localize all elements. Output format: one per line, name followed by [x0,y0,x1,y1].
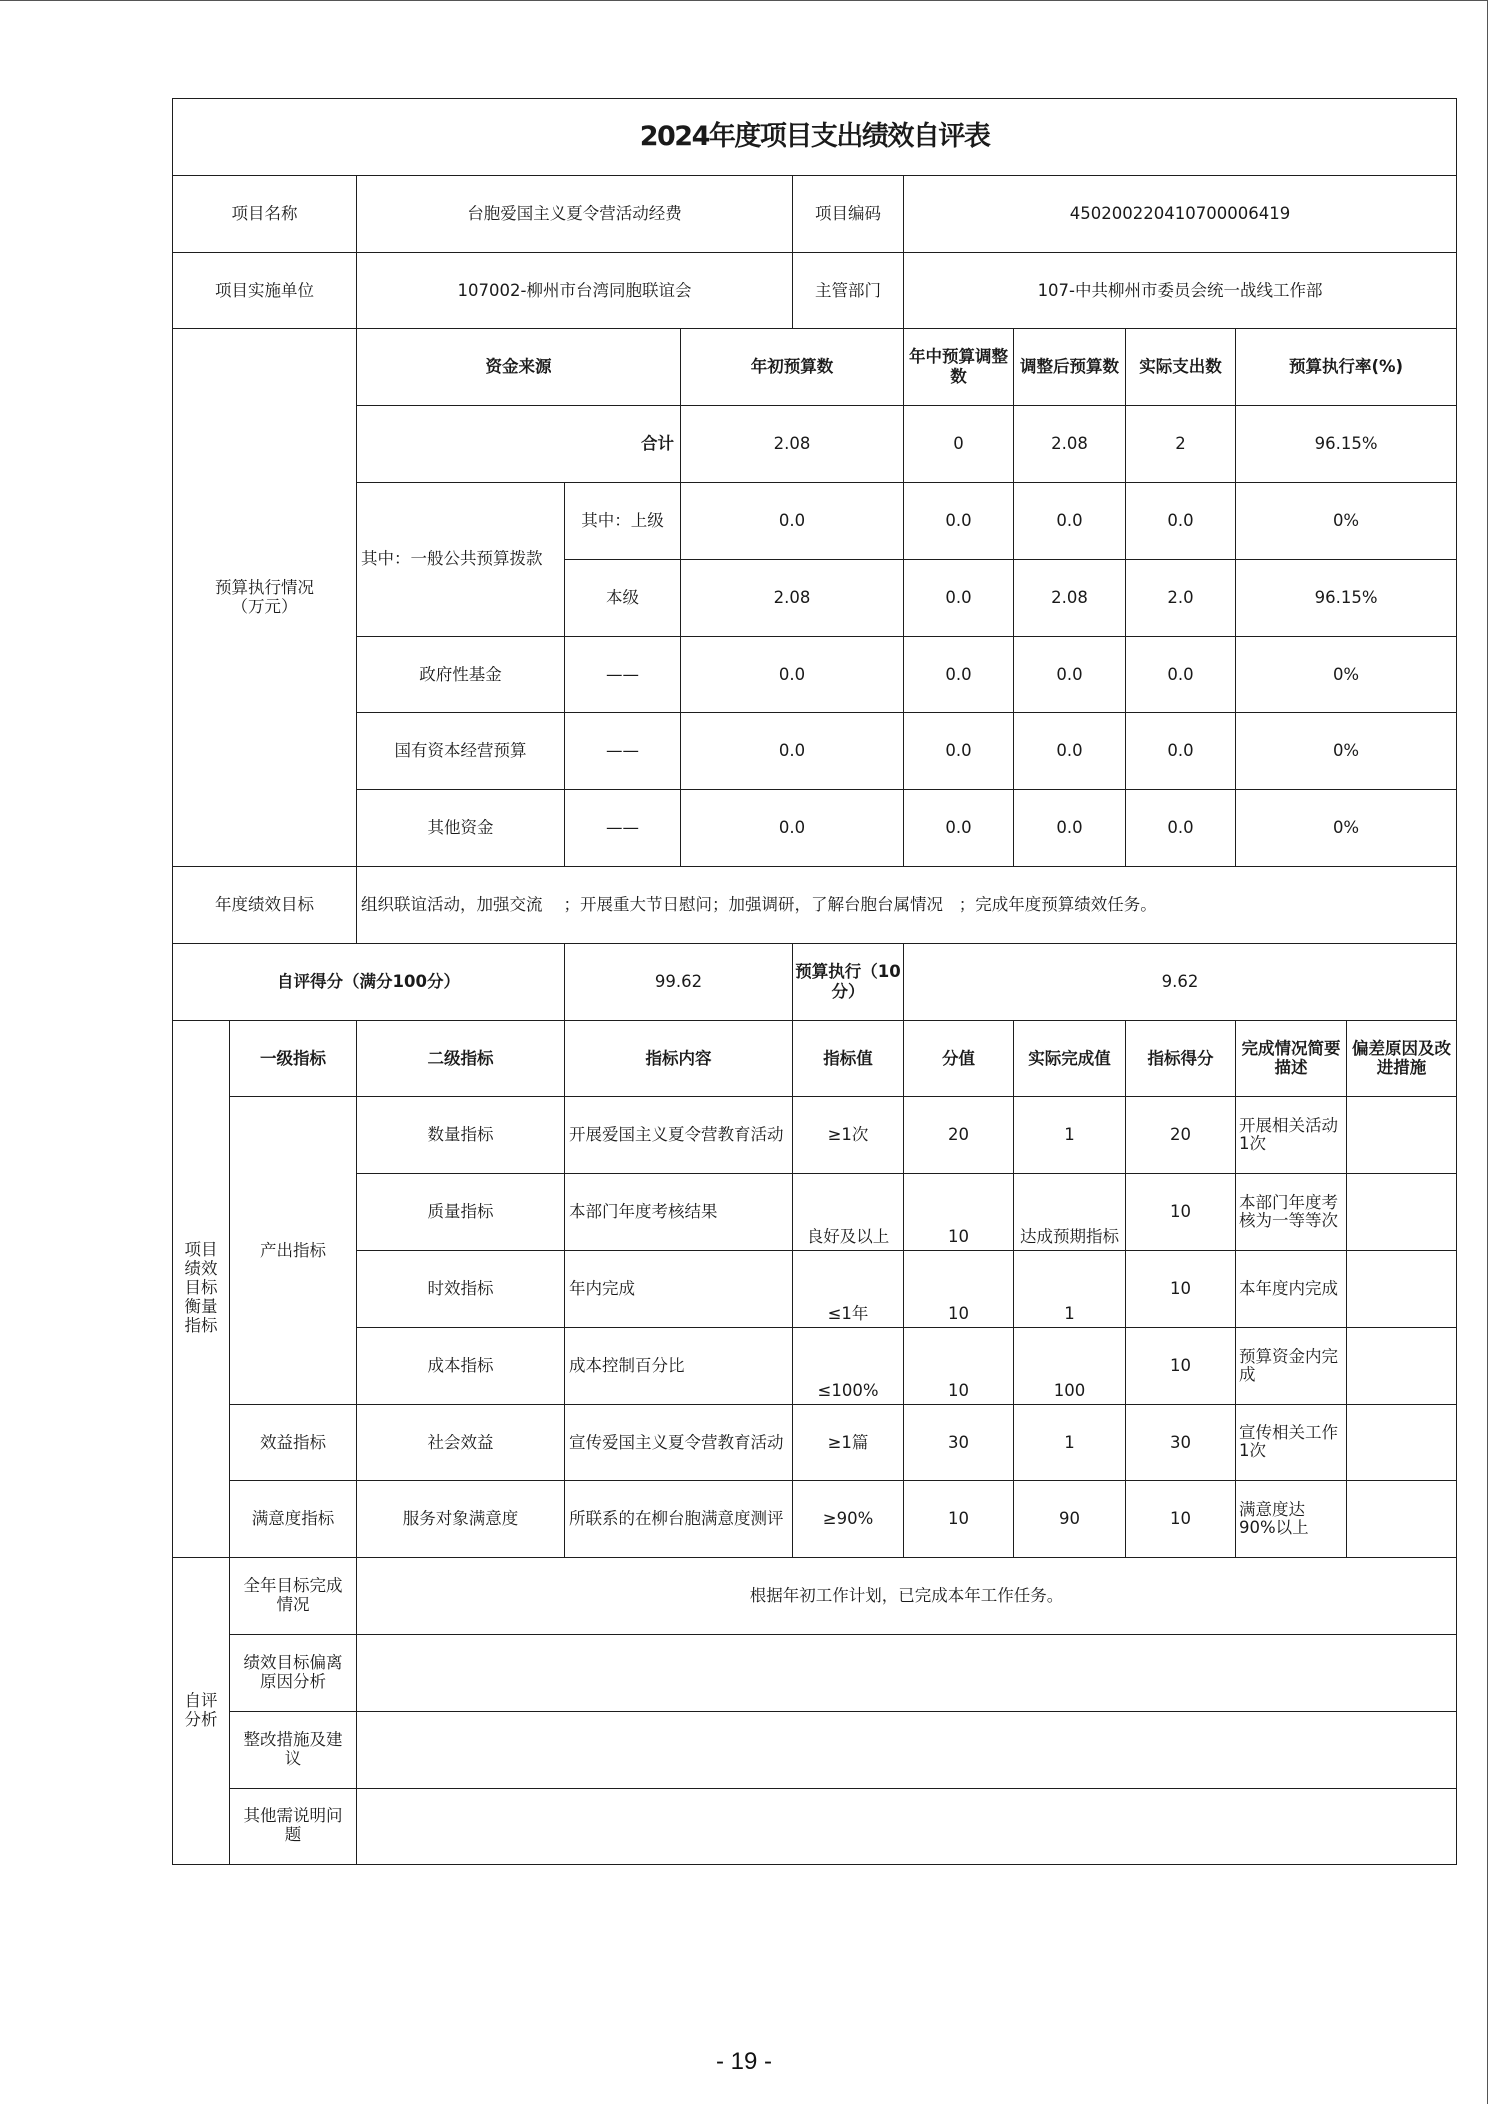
supervising-dept-value: 107-中共柳州市委员会统一战线工作部 [904,252,1457,329]
project-name-value: 台胞爱国主义夏令营活动经费 [357,175,793,252]
header-points: 分值 [904,1020,1014,1097]
indicator-actual: 1 [1014,1404,1126,1481]
indicator-deviation [1347,1481,1457,1558]
header-indicator-score: 指标得分 [1126,1020,1236,1097]
self-analysis-section-label [173,1558,230,1865]
project-name-label: 项目名称 [173,175,357,252]
indicator-level2: 时效指标 [357,1250,565,1327]
indicator-content: 宣传爱国主义夏令营教育活动 [565,1404,793,1481]
budget-row [173,713,1457,790]
indicator-score: 10 [1126,1481,1236,1558]
header-initial-budget: 年初预算数 [681,329,904,406]
fund-source-label: 政府性基金 [357,636,565,713]
budget-rate: 0% [1236,790,1457,867]
indicator-score: 10 [1126,1327,1236,1404]
indicator-target: ≥90% [793,1481,904,1558]
total-actual: 2 [1126,406,1236,483]
analysis-value: 根据年初工作计划，已完成本年工作任务。 [357,1558,1457,1635]
budget-adjustment: 0.0 [904,636,1014,713]
indicator-level1: 满意度指标 [230,1481,357,1558]
indicator-target: ≥1次 [793,1097,904,1174]
budget-total-row [173,406,1457,483]
supervising-dept-label: 主管部门 [793,252,904,329]
indicator-actual: 100 [1014,1327,1126,1404]
indicator-points: 10 [904,1174,1014,1251]
total-label: 合计 [357,406,681,483]
budget-row [173,636,1457,713]
total-adjustment: 0 [904,406,1014,483]
indicator-target: ≤1年 [793,1250,904,1327]
indicator-summary: 满意度达90%以上 [1236,1481,1347,1558]
budget-exec-score-label: 预算执行（10分） [793,943,904,1020]
indicator-score: 10 [1126,1250,1236,1327]
fund-source-label: 其他资金 [357,790,565,867]
indicator-deviation [1347,1174,1457,1251]
budget-actual: 0.0 [1126,713,1236,790]
header-level2: 二级指标 [357,1020,565,1097]
indicator-deviation [1347,1327,1457,1404]
budget-initial: 0.0 [681,482,904,559]
analysis-value [357,1634,1457,1711]
budget-actual: 0.0 [1126,790,1236,867]
header-deviation: 偏差原因及改进措施 [1347,1020,1457,1097]
indicator-score: 30 [1126,1404,1236,1481]
indicator-actual: 达成预期指标 [1014,1174,1126,1251]
annual-goal-text: 组织联谊活动，加强交流 ；开展重大节日慰问；加强调研，了解台胞台属情况 ；完成年度预算绩效任务。 [357,866,1457,943]
indicator-level2: 成本指标 [357,1327,565,1404]
indicators-section-label [173,1020,230,1558]
budget-initial: 2.08 [681,559,904,636]
budget-sub-label: 其中：上级 [565,482,681,559]
annual-goal-row [173,866,1457,943]
indicator-deviation [1347,1250,1457,1327]
budget-actual: 0.0 [1126,482,1236,559]
indicators-section-label-text: 项目绩效目标衡量指标 [184,1240,218,1336]
budget-sub-label: —— [565,790,681,867]
indicator-content: 成本控制百分比 [565,1327,793,1404]
analysis-label: 整改措施及建议 [230,1711,357,1788]
indicator-actual: 90 [1014,1481,1126,1558]
indicator-summary: 预算资金内完成 [1236,1327,1347,1404]
total-rate: 96.15% [1236,406,1457,483]
indicator-points: 10 [904,1481,1014,1558]
budget-adjusted: 0.0 [1014,482,1126,559]
budget-adjustment: 0.0 [904,559,1014,636]
budget-rate: 0% [1236,636,1457,713]
general-public-budget-label: 其中：一般公共预算拨款 [357,482,565,636]
budget-rate: 0% [1236,713,1457,790]
indicator-deviation [1347,1404,1457,1481]
budget-actual: 2.0 [1126,559,1236,636]
indicator-level2: 社会效益 [357,1404,565,1481]
indicator-level2: 质量指标 [357,1174,565,1251]
indicator-points: 10 [904,1327,1014,1404]
indicator-actual: 1 [1014,1097,1126,1174]
title-row [173,99,1457,176]
budget-adjusted: 2.08 [1014,559,1126,636]
score-row [173,943,1457,1020]
budget-exec-score-value: 9.62 [904,943,1457,1020]
analysis-row [173,1788,1457,1865]
budget-header-row [173,329,1457,406]
page-number: - 19 - [715,2048,772,2075]
indicator-level1: 产出指标 [230,1097,357,1404]
self-analysis-section-label-text: 自评分析 [184,1691,218,1730]
indicator-points: 20 [904,1097,1014,1174]
indicator-score: 20 [1126,1097,1236,1174]
indicator-summary: 宣传相关工作1次 [1236,1404,1347,1481]
header-content: 指标内容 [565,1020,793,1097]
total-initial: 2.08 [681,406,904,483]
indicator-row [173,1404,1457,1481]
header-adjusted-budget: 调整后预算数 [1014,329,1126,406]
implementing-unit-value: 107002-柳州市台湾同胞联谊会 [357,252,793,329]
budget-initial: 0.0 [681,790,904,867]
indicator-deviation [1347,1097,1457,1174]
fund-source-label: 国有资本经营预算 [357,713,565,790]
self-score-label: 自评得分（满分100分） [173,943,565,1020]
indicator-summary: 开展相关活动1次 [1236,1097,1347,1174]
indicator-score: 10 [1126,1174,1236,1251]
project-code-value: 450200220410700006419 [904,175,1457,252]
budget-adjustment: 0.0 [904,790,1014,867]
budget-row [173,482,1457,559]
indicator-content: 年内完成 [565,1250,793,1327]
header-actual-spending: 实际支出数 [1126,329,1236,406]
budget-adjustment: 0.0 [904,482,1014,559]
budget-initial: 0.0 [681,713,904,790]
indicator-level2: 服务对象满意度 [357,1481,565,1558]
header-level1: 一级指标 [230,1020,357,1097]
indicator-points: 10 [904,1250,1014,1327]
analysis-label: 全年目标完成情况 [230,1558,357,1635]
implementing-unit-label: 项目实施单位 [173,252,357,329]
indicator-points: 30 [904,1404,1014,1481]
budget-adjusted: 0.0 [1014,713,1126,790]
total-adjusted: 2.08 [1014,406,1126,483]
indicator-actual: 1 [1014,1250,1126,1327]
indicator-summary: 本部门年度考核为一等等次 [1236,1174,1347,1251]
analysis-label: 绩效目标偏离原因分析 [230,1634,357,1711]
indicator-level1: 效益指标 [230,1404,357,1481]
budget-section-label [173,329,357,867]
project-name-row [173,175,1457,252]
project-code-label: 项目编码 [793,175,904,252]
indicator-content: 本部门年度考核结果 [565,1174,793,1251]
indicator-row [173,1174,1457,1251]
analysis-row [173,1558,1457,1635]
annual-goal-label: 年度绩效目标 [173,866,357,943]
budget-row [173,790,1457,867]
budget-sub-label: —— [565,636,681,713]
budget-sub-label: —— [565,713,681,790]
header-midyear-adjustment: 年中预算调整数 [904,329,1014,406]
header-execution-rate: 预算执行率(%) [1236,329,1457,406]
indicator-row [173,1481,1457,1558]
indicator-row [173,1250,1457,1327]
performance-evaluation-table [172,98,1457,1865]
analysis-row [173,1711,1457,1788]
indicator-content: 开展爱国主义夏令营教育活动 [565,1097,793,1174]
analysis-row [173,1634,1457,1711]
form-title: 2024年度项目支出绩效自评表 [173,99,1457,176]
header-summary: 完成情况简要描述 [1236,1020,1347,1097]
indicator-level2: 数量指标 [357,1097,565,1174]
budget-adjusted: 0.0 [1014,790,1126,867]
header-target: 指标值 [793,1020,904,1097]
analysis-label: 其他需说明问题 [230,1788,357,1865]
header-fund-source: 资金来源 [357,329,681,406]
indicator-target: ≤100% [793,1327,904,1404]
project-unit-row [173,252,1457,329]
indicator-header-row [173,1020,1457,1097]
analysis-value [357,1711,1457,1788]
budget-adjustment: 0.0 [904,713,1014,790]
self-score-value: 99.62 [565,943,793,1020]
indicator-row [173,1097,1457,1174]
indicator-row [173,1327,1457,1404]
budget-rate: 0% [1236,482,1457,559]
indicator-summary: 本年度内完成 [1236,1250,1347,1327]
indicator-target: 良好及以上 [793,1174,904,1251]
analysis-value [357,1788,1457,1865]
indicator-target: ≥1篇 [793,1404,904,1481]
budget-sub-label: 本级 [565,559,681,636]
budget-actual: 0.0 [1126,636,1236,713]
budget-section-label-text: 预算执行情况（万元） [215,577,314,616]
header-actual-value: 实际完成值 [1014,1020,1126,1097]
budget-initial: 0.0 [681,636,904,713]
budget-rate: 96.15% [1236,559,1457,636]
budget-adjusted: 0.0 [1014,636,1126,713]
indicator-content: 所联系的在柳台胞满意度测评 [565,1481,793,1558]
